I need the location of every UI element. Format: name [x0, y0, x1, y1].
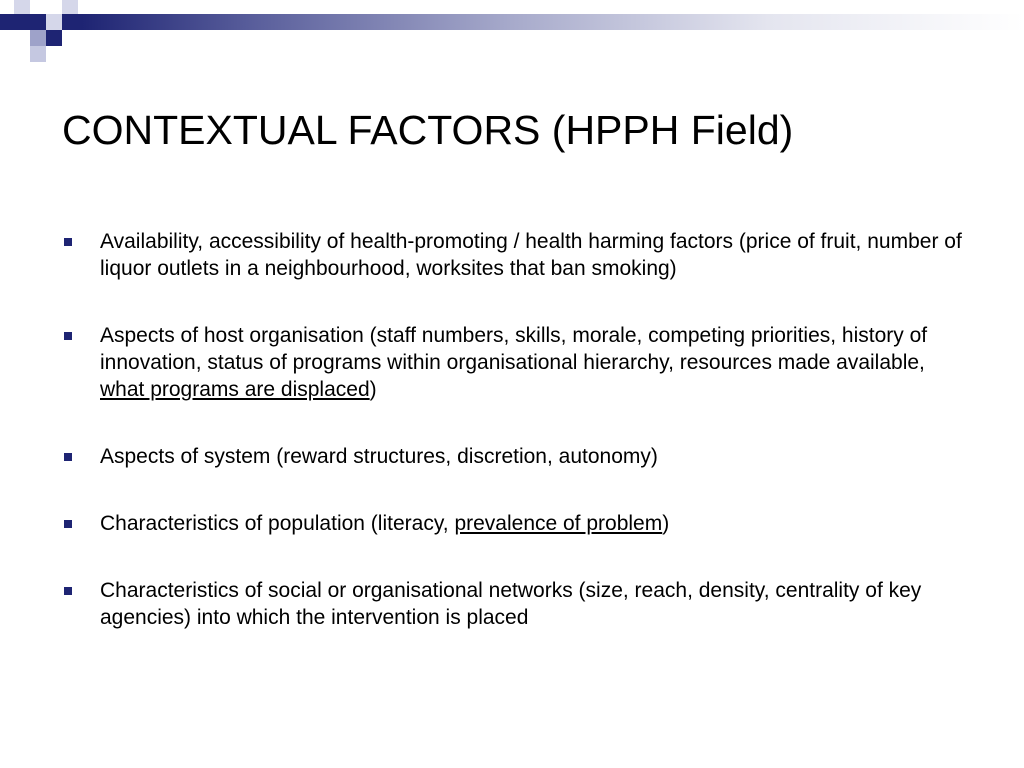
decorative-square	[30, 30, 46, 46]
decorative-square	[46, 14, 62, 30]
bullet-list	[62, 228, 962, 671]
bullet-item	[62, 577, 962, 631]
decorative-square	[30, 46, 46, 62]
square-bullet-icon	[64, 520, 72, 528]
bullet-item	[62, 443, 962, 470]
bullet-text: Characteristics of social or organisational networks (size, reach, density, centrality of key agencies) into which the intervention is placed	[100, 579, 922, 629]
bullet-text-end: )	[662, 512, 670, 535]
bullet-item	[62, 510, 962, 537]
bullet-text: Aspects of system (reward structures, discretion, autonomy)	[100, 445, 658, 468]
underlined-phrase: prevalence of problem	[454, 512, 663, 535]
bullet-item	[62, 228, 962, 282]
slide-title: CONTEXTUAL FACTORS (HPPH Field)	[62, 107, 794, 153]
square-bullet-icon	[64, 238, 72, 246]
bullet-text: Availability, accessibility of health-promoting / health harming factors (price of fruit, number of liquor outlets in a neighbourhood, worksites that ban smoking)	[100, 230, 962, 280]
bullet-text-end: )	[369, 378, 377, 401]
decorative-square	[14, 14, 30, 30]
decorative-square	[62, 0, 78, 14]
bullet-text: Aspects of host organisation (staff numbers, skills, morale, competing priorities, history of innovation, status of programs within organisational hierarchy, resources made available,	[100, 324, 928, 374]
decorative-square	[14, 0, 30, 14]
square-bullet-icon	[64, 332, 72, 340]
bullet-item	[62, 322, 962, 403]
underlined-phrase: what programs are displaced	[100, 378, 370, 401]
square-bullet-icon	[64, 587, 72, 595]
square-bullet-icon	[64, 453, 72, 461]
bullet-text: Characteristics of population (literacy,	[100, 512, 455, 535]
decorative-square	[46, 30, 62, 46]
header-gradient-band	[0, 14, 1024, 30]
